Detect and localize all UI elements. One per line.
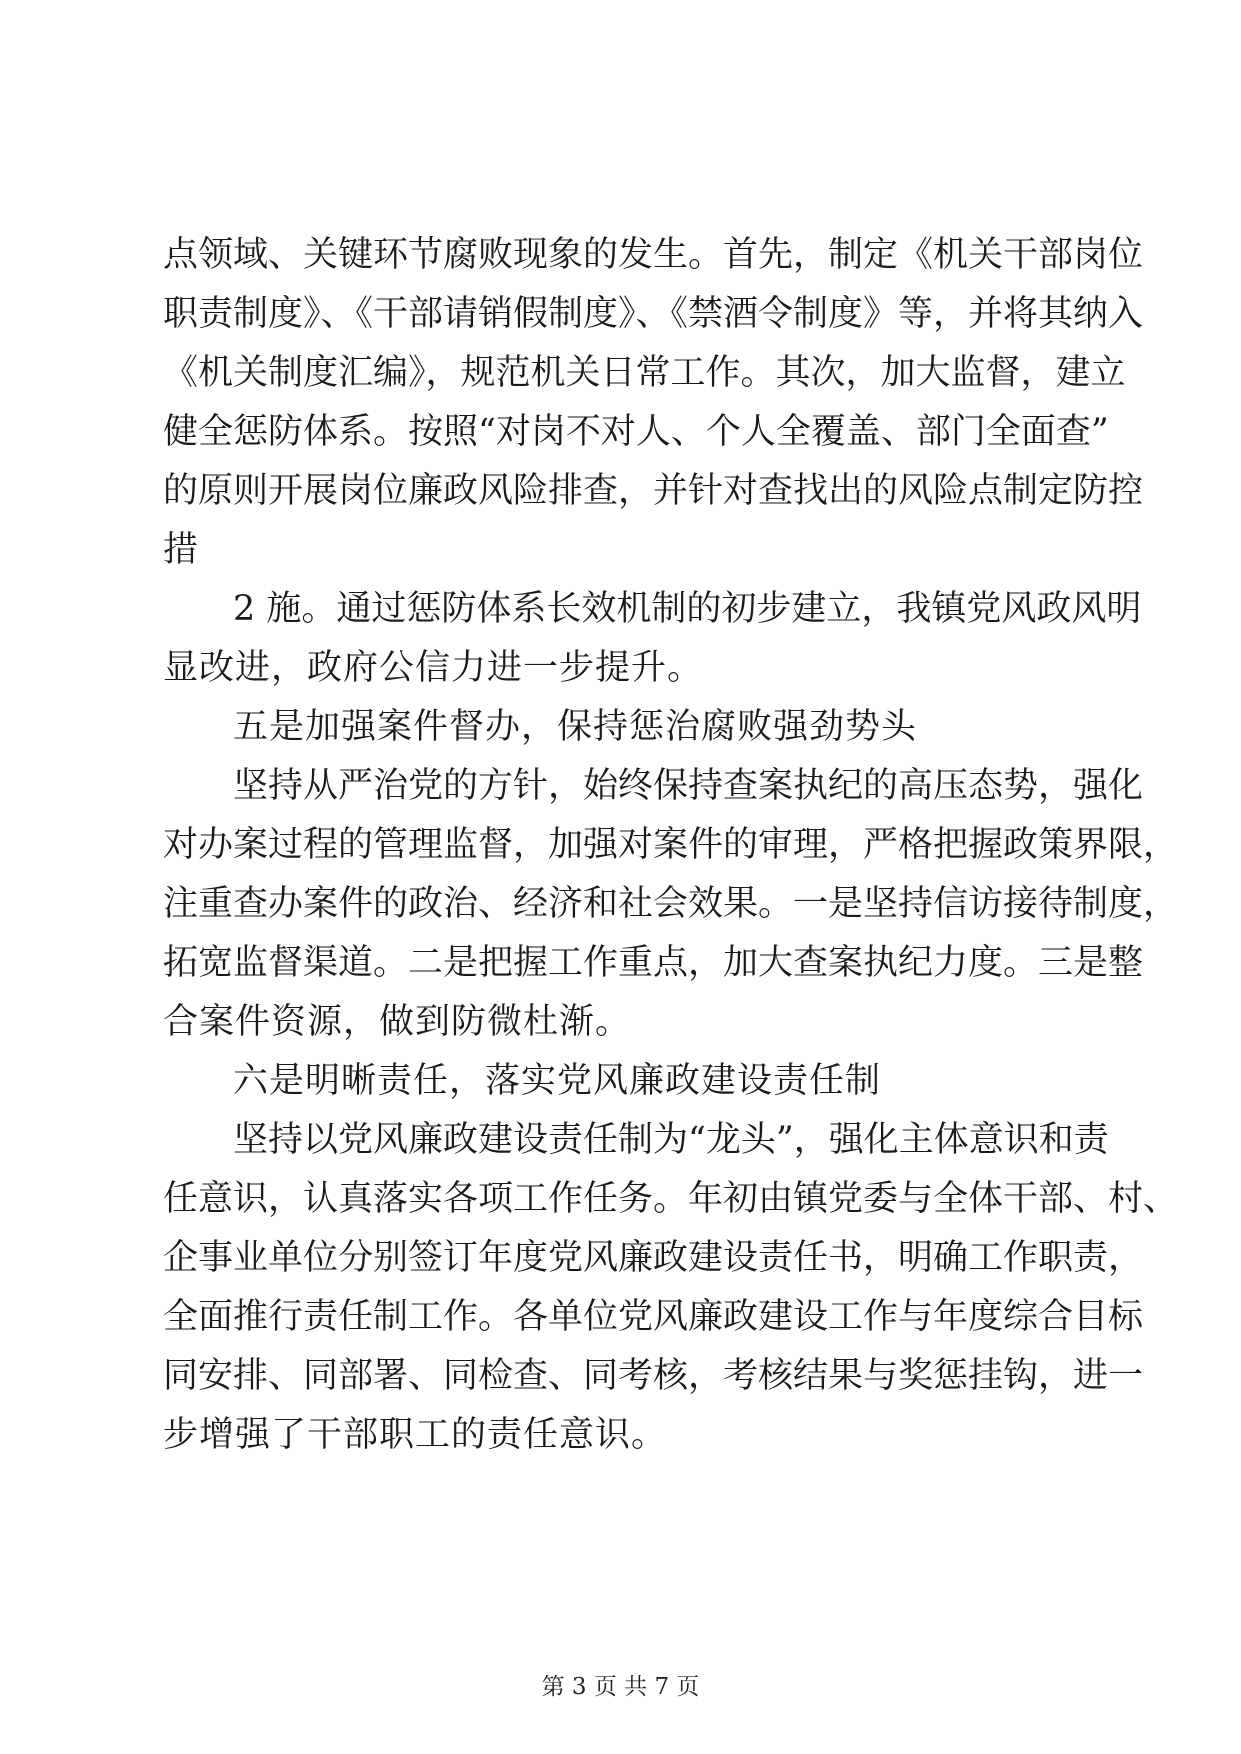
paragraph-line: 对办案过程的管理监督，加强对案件的审理，严格把握政策界限， — [163, 825, 1179, 865]
paragraph-line: 合案件资源，做到防微杜渐。 — [163, 1002, 632, 1042]
paragraph-line: 点领域、关键环节腐败现象的发生。首先，制定《机关干部岗位 — [163, 235, 1144, 275]
paragraph-line: 《机关制度汇编》，规范机关日常工作。其次，加大监督，建立 — [163, 353, 1126, 393]
page-number-footer: 第 3 页 共 7 页 — [541, 1674, 700, 1700]
section-heading: 五是加强案件督办，保持惩治腐败强劲势头 — [233, 707, 918, 747]
paragraph-line: 拓宽监督渠道。二是把握工作重点，加大查案执纪力度。三是整 — [163, 943, 1144, 983]
paragraph-line: 任意识，认真落实各项工作任务。年初由镇党委与全体干部、村、 — [163, 1179, 1179, 1219]
paragraph-line: 步增强了干部职工的责任意识。 — [163, 1415, 668, 1455]
paragraph-line: 坚持以党风廉政建设责任制为“龙头”，强化主体意识和责 — [233, 1120, 1109, 1160]
paragraph-line: 企事业单位分别签订年度党风廉政建设责任书，明确工作职责， — [163, 1238, 1144, 1278]
paragraph-line: 显改进，政府公信力进一步提升。 — [163, 648, 704, 688]
paragraph-line: 全面推行责任制工作。各单位党风廉政建设工作与年度综合目标 — [163, 1297, 1144, 1337]
paragraph-line: 职责制度》、《干部请销假制度》、《禁酒令制度》等，并将其纳入 — [163, 294, 1144, 334]
paragraph-line: 2 施。通过惩防体系长效机制的初步建立，我镇党风政风明 — [233, 589, 1142, 629]
paragraph-line: 注重查办案件的政治、经济和社会效果。一是坚持信访接待制度， — [163, 884, 1179, 924]
paragraph-line: 的原则开展岗位廉政风险排查，并针对查找出的风险点制定防控 — [163, 471, 1144, 511]
paragraph-line: 健全惩防体系。按照“对岗不对人、个人全覆盖、部门全面查” — [163, 412, 1109, 452]
paragraph-line: 同安排、同部署、同检查、同考核，考核结果与奖惩挂钩，进一 — [163, 1356, 1144, 1396]
section-heading: 六是明晰责任，落实党风廉政建设责任制 — [233, 1061, 882, 1101]
paragraph-line: 坚持从严治党的方针，始终保持查案执纪的高压态势，强化 — [233, 766, 1144, 806]
paragraph-line: 措 — [163, 530, 200, 570]
document-body — [163, 226, 1179, 1465]
